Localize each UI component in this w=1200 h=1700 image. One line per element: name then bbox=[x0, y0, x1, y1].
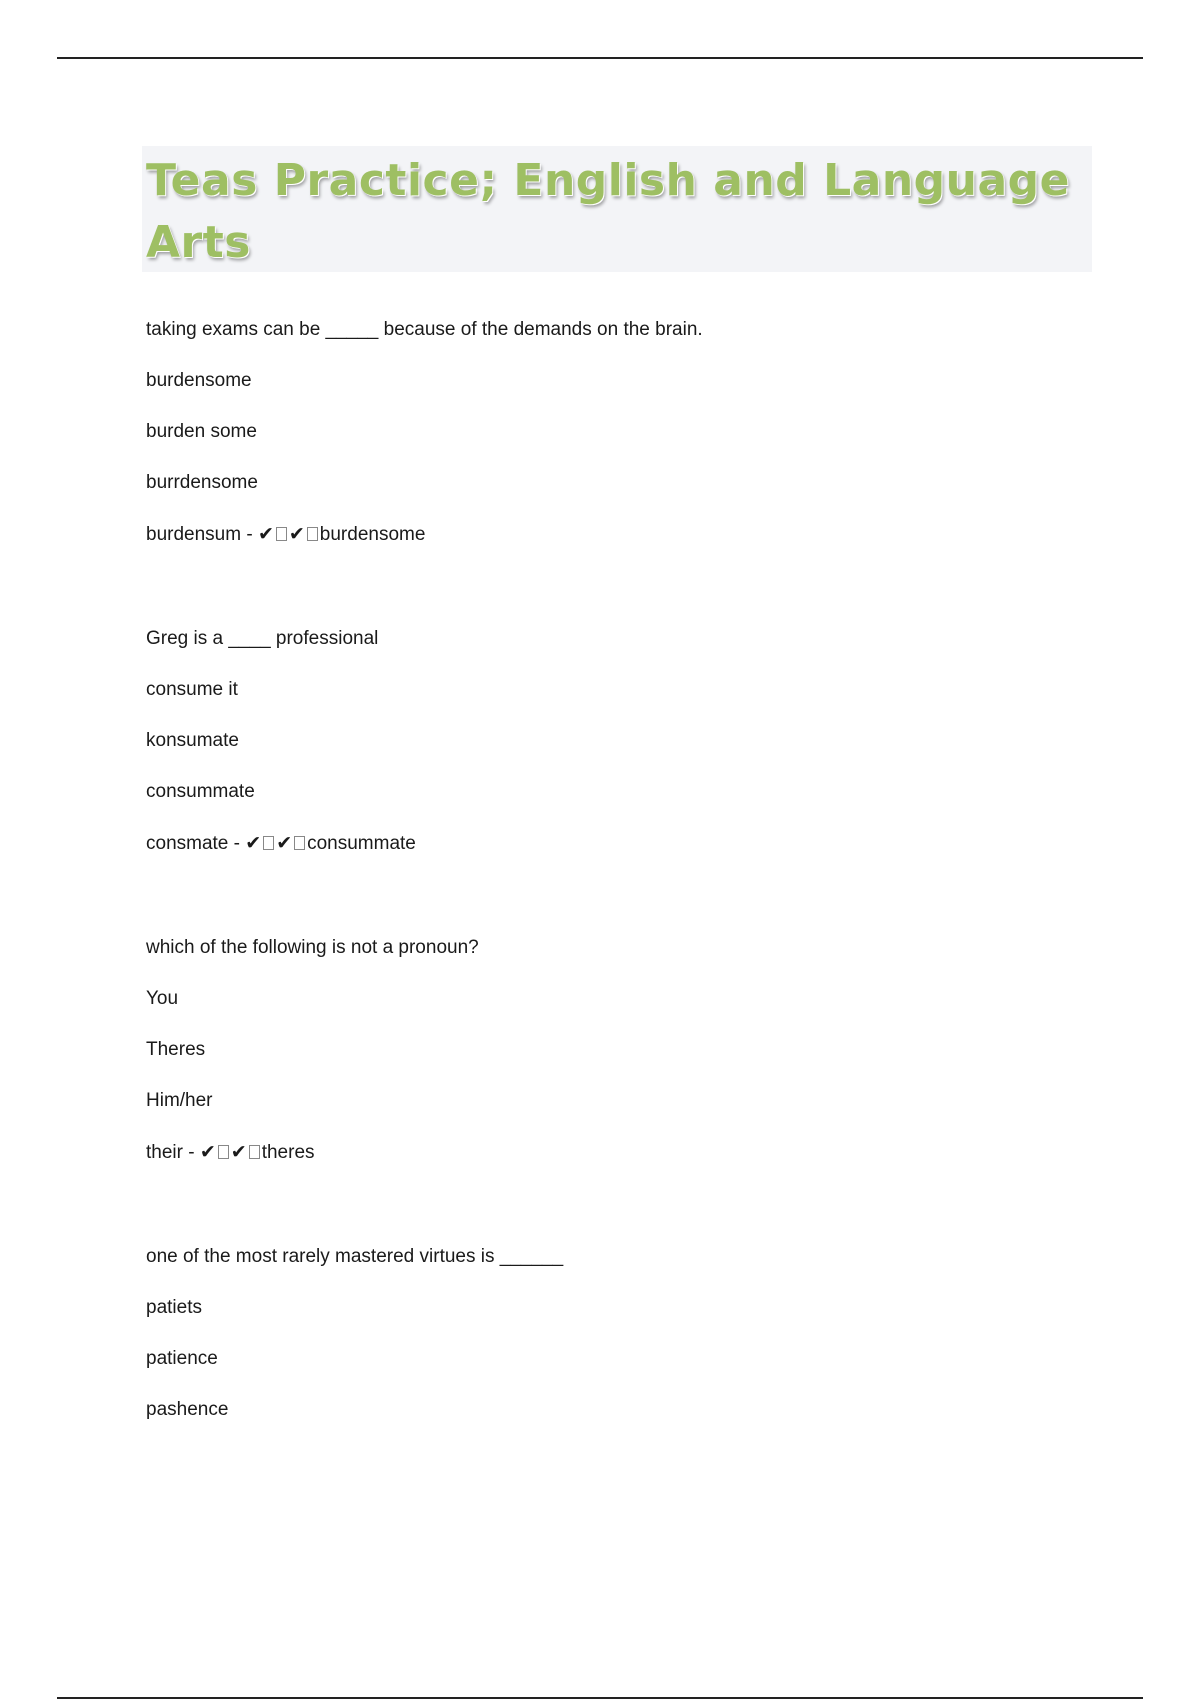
answer-option: burdensum bbox=[146, 524, 242, 545]
separator: - bbox=[241, 524, 258, 545]
answer-line bbox=[146, 831, 1086, 855]
check-icon: ✔ bbox=[276, 832, 293, 854]
bottom-rule bbox=[57, 1697, 1143, 1699]
answer-option: Theres bbox=[146, 1039, 206, 1060]
question-block bbox=[146, 936, 1086, 1164]
missing-glyph-box-icon bbox=[218, 1145, 229, 1159]
question-prompt: which of the following is not a pronoun? bbox=[146, 937, 479, 958]
answer-line bbox=[146, 522, 1086, 546]
answer-option: patience bbox=[146, 1348, 218, 1369]
question-prompt: one of the most rarely mastered virtues is ______ bbox=[146, 1246, 564, 1267]
missing-glyph-box-icon bbox=[263, 836, 274, 850]
answer-option: their bbox=[146, 1142, 183, 1163]
answer-option: consmate bbox=[146, 833, 229, 854]
correct-answer: consummate bbox=[307, 833, 416, 854]
top-rule bbox=[57, 57, 1143, 59]
missing-glyph-box-icon bbox=[276, 527, 287, 541]
answer-option: pashence bbox=[146, 1399, 229, 1420]
answer-option: burrdensome bbox=[146, 472, 258, 493]
answer-option: You bbox=[146, 988, 179, 1009]
question-block bbox=[146, 627, 1086, 855]
page-title: Teas Practice; English and Language Arts bbox=[146, 155, 1070, 268]
title-banner bbox=[142, 146, 1092, 272]
answer-option: Him/her bbox=[146, 1090, 213, 1111]
question-block bbox=[146, 318, 1086, 546]
answer-option: burdensome bbox=[146, 370, 252, 391]
check-icon: ✔ bbox=[199, 1141, 216, 1163]
answer-option: konsumate bbox=[146, 730, 239, 751]
missing-glyph-box-icon bbox=[249, 1145, 260, 1159]
answer-option: patiets bbox=[146, 1297, 202, 1318]
correct-answer: burdensome bbox=[319, 524, 426, 545]
question-block bbox=[146, 1245, 1086, 1422]
check-icon: ✔ bbox=[257, 523, 274, 545]
answer-option: consume it bbox=[146, 679, 238, 700]
question-list bbox=[146, 318, 1086, 1422]
separator: - bbox=[182, 1142, 200, 1163]
check-icon: ✔ bbox=[288, 523, 305, 545]
correct-answer: theres bbox=[261, 1142, 315, 1163]
missing-glyph-box-icon bbox=[294, 836, 305, 850]
answer-option: consummate bbox=[146, 781, 255, 802]
check-icon: ✔ bbox=[245, 832, 262, 854]
answer-option: burden some bbox=[146, 421, 257, 442]
question-prompt: taking exams can be _____ because of the demands on the brain. bbox=[146, 319, 703, 340]
missing-glyph-box-icon bbox=[307, 527, 318, 541]
check-icon: ✔ bbox=[230, 1141, 247, 1163]
answer-line bbox=[146, 1140, 1086, 1164]
separator: - bbox=[228, 833, 246, 854]
question-prompt: Greg is a ____ professional bbox=[146, 628, 379, 649]
